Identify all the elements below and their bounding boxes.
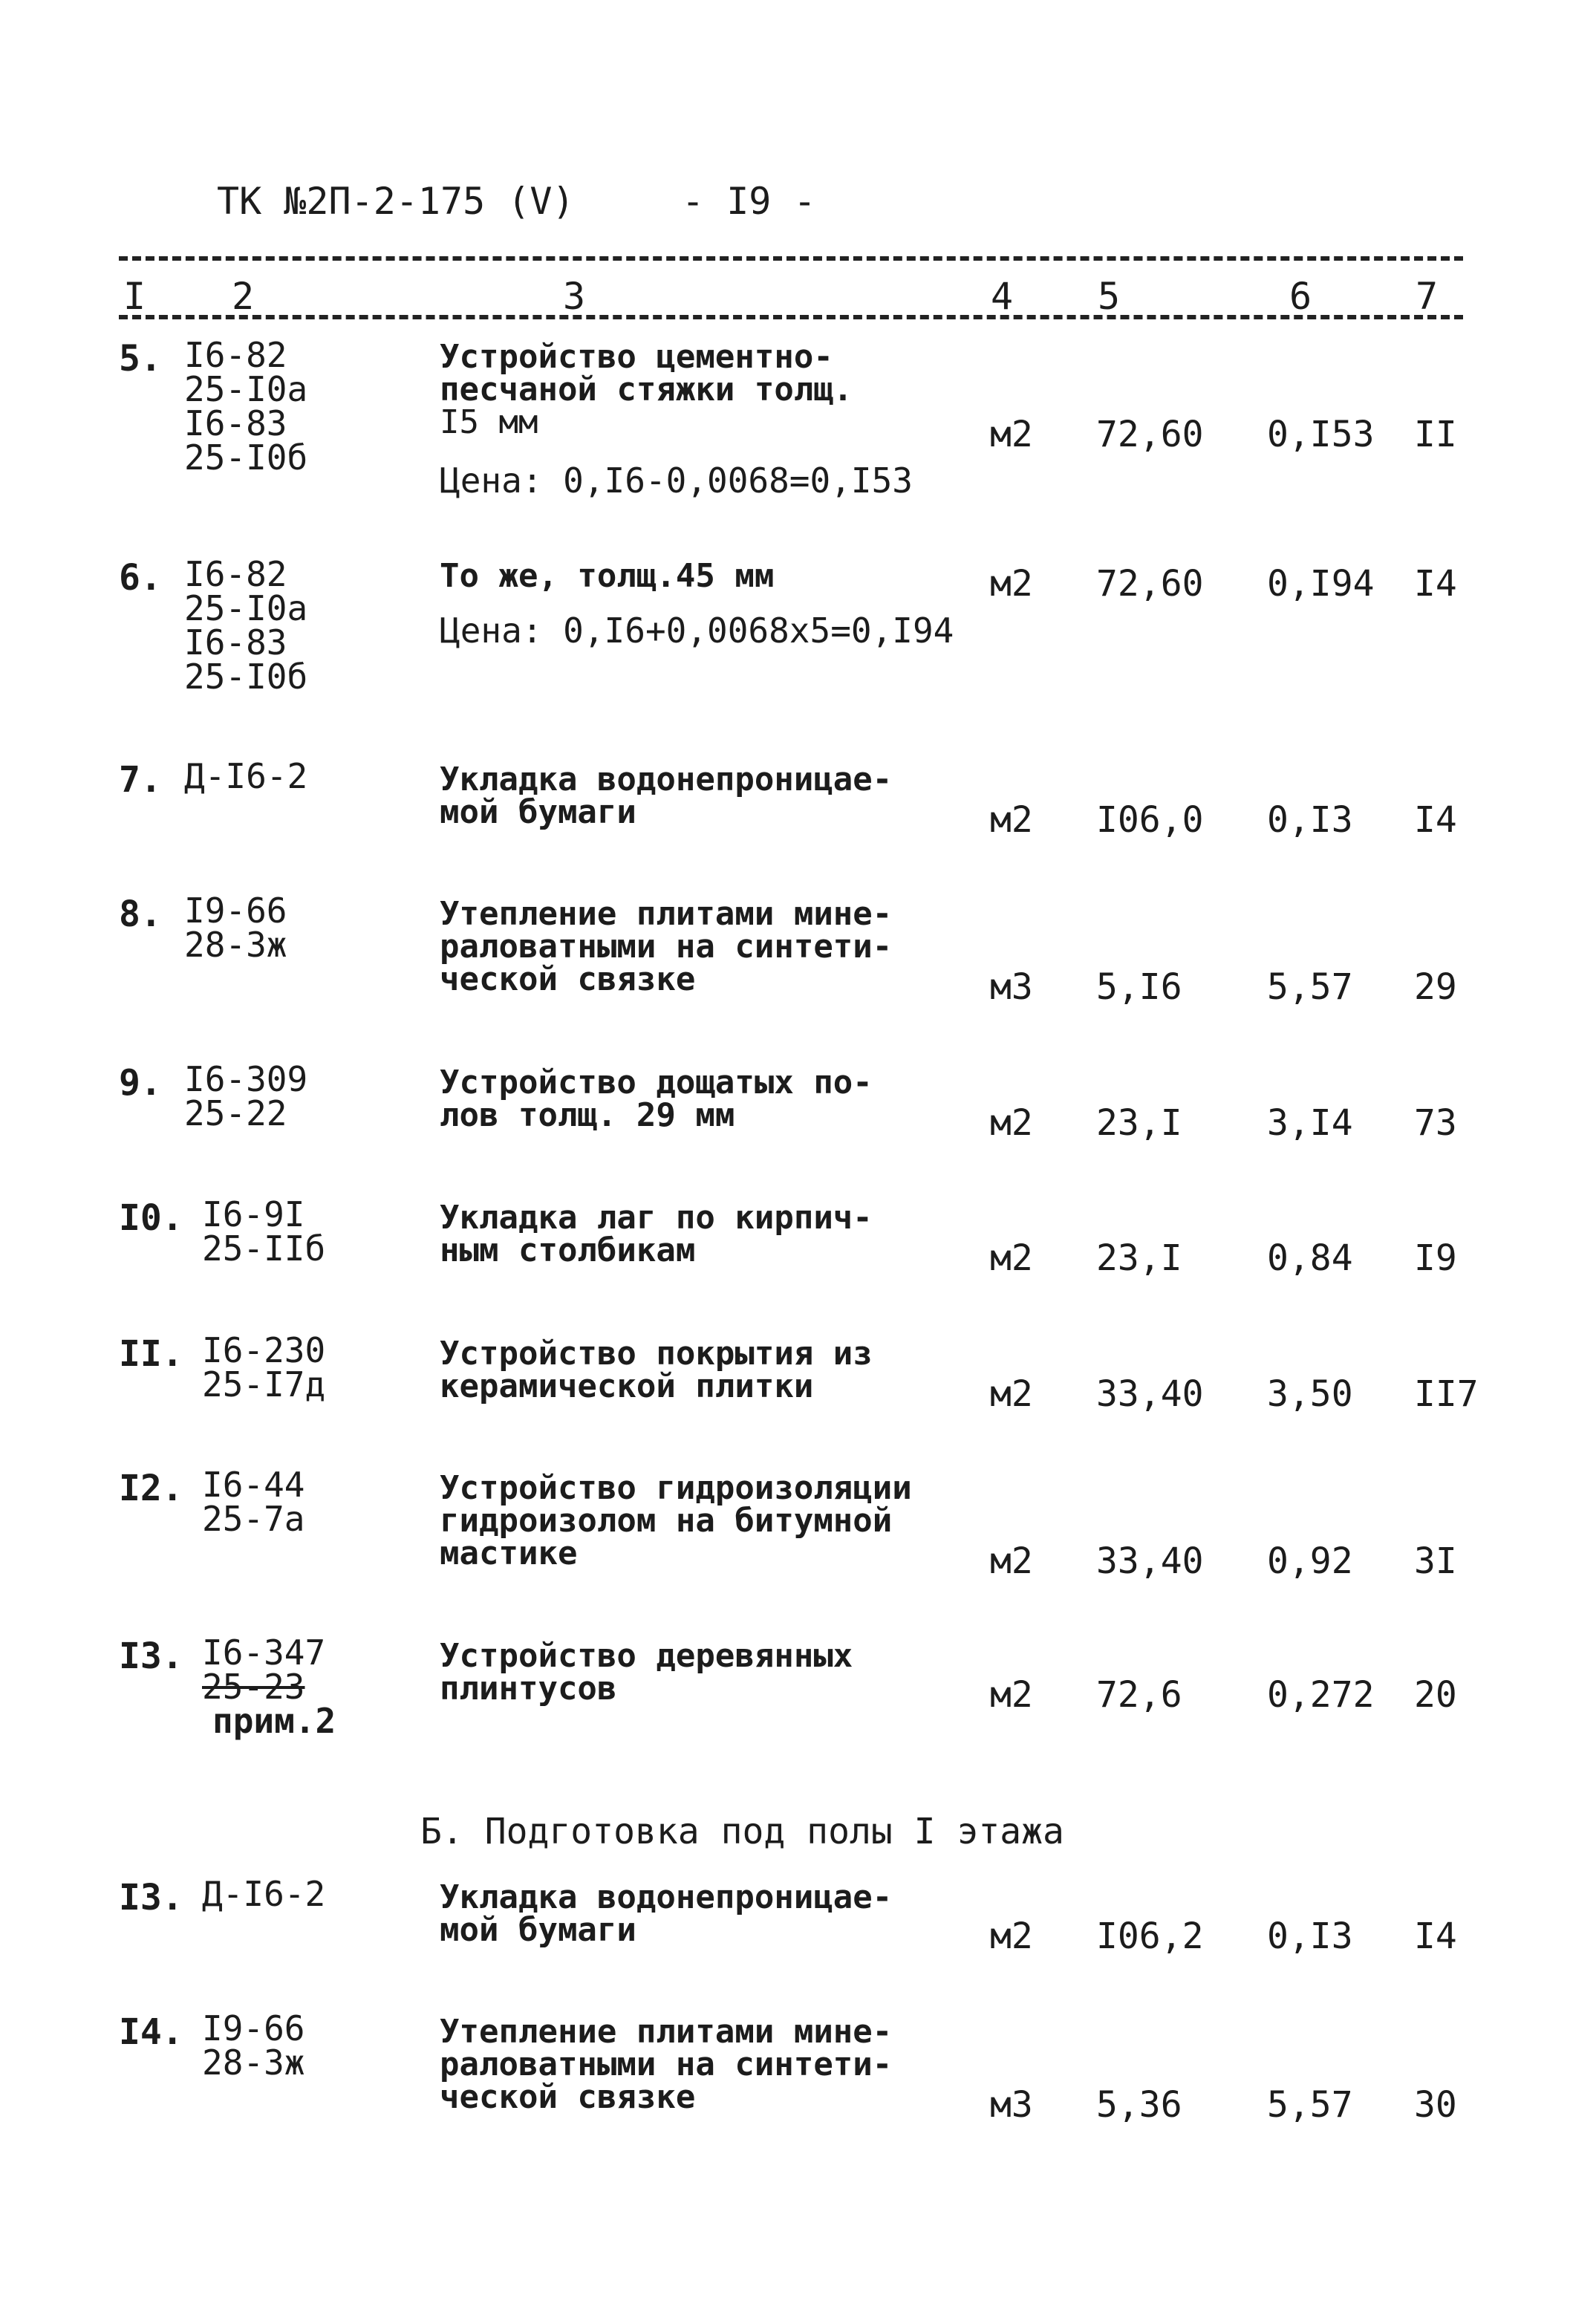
- row-code: I6-230: [202, 1330, 326, 1370]
- column-header-4: 4: [991, 275, 1014, 318]
- row-description: [440, 1335, 873, 1405]
- column-header-7: 7: [1416, 275, 1439, 318]
- row-description: [440, 338, 853, 441]
- row-quantity: 72,6: [1096, 1674, 1182, 1716]
- row-rate: 0,I3: [1267, 799, 1353, 841]
- row-code: I6-83: [184, 622, 287, 663]
- row-description-line: ческой связке: [440, 960, 696, 998]
- row-description-line: Устройство дощатых по-: [440, 1064, 873, 1101]
- row-rate: 5,57: [1267, 966, 1353, 1008]
- row-rate: 5,57: [1267, 2084, 1353, 2126]
- column-header-5: 5: [1098, 275, 1121, 318]
- row-codes: [184, 756, 308, 796]
- row-quantity: 5,I6: [1096, 966, 1182, 1008]
- row-description: [440, 2013, 893, 2116]
- document-id: ТК №2П-2-175 (V): [217, 180, 575, 223]
- row-codes: [184, 891, 287, 965]
- row-price-formula: Цена: 0,I6-0,0068=0,I53: [440, 460, 913, 501]
- row-description-line: Утепление плитами мине-: [440, 895, 893, 933]
- row-description-line: раловатными на синтети-: [440, 2045, 893, 2083]
- row-codes: [202, 1633, 336, 1741]
- row-total: 3I: [1414, 1540, 1457, 1582]
- row-description-line: I5 мм: [440, 403, 538, 441]
- row-description-line: Утепление плитами мине-: [440, 2013, 893, 2051]
- row-code: I6-44: [202, 1465, 305, 1505]
- row-rate: 0,I94: [1267, 563, 1375, 605]
- row-description-line: Укладка водонепроницае-: [440, 1878, 893, 1916]
- row-code: 25-I0а: [184, 588, 308, 628]
- row-rate: 0,92: [1267, 1540, 1353, 1582]
- row-number: I2.: [119, 1468, 183, 1509]
- row-codes: [202, 1194, 326, 1269]
- row-description-line: раловатными на синтети-: [440, 928, 893, 966]
- row-number: 7.: [119, 759, 162, 801]
- row-code: прим.2: [212, 1701, 336, 1741]
- row-description: [440, 1637, 853, 1708]
- row-code: 25-I0б: [184, 437, 308, 478]
- row-description-line: Устройство покрытия из: [440, 1335, 873, 1373]
- row-unit: м2: [990, 1540, 1033, 1582]
- row-total: 20: [1414, 1674, 1457, 1716]
- row-description: [440, 1878, 893, 1949]
- row-unit: м2: [990, 1915, 1033, 1957]
- row-description-line: гидроизолом на битумной: [440, 1502, 893, 1540]
- row-number: I3.: [119, 1635, 183, 1677]
- row-unit: м2: [990, 414, 1033, 455]
- row-rate: 0,I53: [1267, 414, 1375, 455]
- row-description: [440, 1199, 873, 1269]
- row-code: 25-22: [184, 1093, 287, 1133]
- row-code: I6-347: [202, 1633, 326, 1673]
- row-unit: м2: [990, 1674, 1033, 1716]
- row-total: 29: [1414, 966, 1457, 1008]
- row-price-formula: Цена: 0,I6+0,0068х5=0,I94: [440, 611, 954, 651]
- row-code: I6-83: [184, 403, 287, 443]
- row-quantity: 72,60: [1096, 563, 1204, 605]
- row-unit: м2: [990, 1102, 1033, 1144]
- row-total: I4: [1414, 563, 1457, 605]
- row-code: 25-I7д: [202, 1364, 326, 1405]
- row-quantity: 33,40: [1096, 1373, 1204, 1415]
- row-total: I9: [1414, 1237, 1457, 1279]
- row-description-line: ческой связке: [440, 2078, 696, 2116]
- row-number: I3.: [119, 1877, 183, 1918]
- row-codes: [184, 554, 308, 697]
- row-description-line: Укладка водонепроницае-: [440, 761, 893, 798]
- row-total: II7: [1414, 1373, 1479, 1415]
- row-description-line: керамической плитки: [440, 1367, 814, 1405]
- row-description-line: Укладка лаг по кирпич-: [440, 1199, 873, 1237]
- row-code: I6-82: [184, 554, 287, 594]
- row-code: 28-3ж: [184, 925, 287, 965]
- row-unit: м3: [990, 2084, 1033, 2126]
- row-quantity: I06,0: [1096, 799, 1204, 841]
- row-total: I4: [1414, 799, 1457, 841]
- row-description-line: ным столбикам: [440, 1231, 696, 1269]
- row-number: 6.: [119, 557, 162, 599]
- row-number: I0.: [119, 1197, 183, 1239]
- row-description: [440, 557, 775, 595]
- row-rate: 0,272: [1267, 1674, 1375, 1716]
- row-code: I9-66: [184, 891, 287, 931]
- row-total: 30: [1414, 2084, 1457, 2126]
- row-description-line: песчаной стяжки толщ.: [440, 371, 853, 409]
- row-code: 28-3ж: [202, 2043, 305, 2083]
- section-heading: Б. Подготовка под полы I этажа: [420, 1811, 1064, 1852]
- row-number: 9.: [119, 1062, 162, 1104]
- row-rate: 3,50: [1267, 1373, 1353, 1415]
- row-code: I9-66: [202, 2008, 305, 2048]
- row-description: [440, 895, 893, 998]
- row-codes: [202, 1465, 305, 1539]
- column-header-1: I: [123, 275, 146, 318]
- header-rule-top: [119, 256, 1463, 261]
- row-description-line: мой бумаги: [440, 1911, 636, 1949]
- row-quantity: 72,60: [1096, 414, 1204, 455]
- row-codes: [202, 2008, 305, 2083]
- row-quantity: 5,36: [1096, 2084, 1182, 2126]
- column-header-2: 2: [232, 275, 255, 318]
- row-code: I6-9I: [202, 1194, 305, 1234]
- row-description-line: Устройство деревянных: [440, 1637, 853, 1675]
- row-code: 25-I0б: [184, 657, 308, 697]
- row-rate: 0,I3: [1267, 1915, 1353, 1957]
- row-description-line: плинтусов: [440, 1670, 617, 1708]
- row-quantity: 33,40: [1096, 1540, 1204, 1582]
- row-code: 25-I0а: [184, 369, 308, 409]
- row-description-line: То же, толщ.45 мм: [440, 557, 775, 595]
- row-description-line: лов толщ. 29 мм: [440, 1096, 735, 1134]
- row-quantity: I06,2: [1096, 1915, 1204, 1957]
- row-number: 8.: [119, 894, 162, 935]
- row-description: [440, 1469, 912, 1572]
- row-description-line: Устройство гидроизоляции: [440, 1469, 912, 1507]
- row-quantity: 23,I: [1096, 1237, 1182, 1279]
- row-total: 73: [1414, 1102, 1457, 1144]
- row-code: 25-23: [202, 1667, 305, 1707]
- row-code: Д-I6-2: [202, 1874, 326, 1914]
- header-rule-bottom: [119, 315, 1463, 319]
- row-description-line: мастике: [440, 1534, 578, 1572]
- row-code: I6-309: [184, 1059, 308, 1099]
- row-code: 25-IIб: [202, 1228, 326, 1269]
- row-codes: [202, 1330, 326, 1405]
- row-rate: 0,84: [1267, 1237, 1353, 1279]
- row-codes: [184, 335, 308, 478]
- row-unit: м2: [990, 799, 1033, 841]
- row-codes: [202, 1874, 326, 1914]
- row-total: II: [1414, 414, 1457, 455]
- row-number: II.: [119, 1333, 183, 1375]
- column-header-3: 3: [563, 275, 586, 318]
- column-header-6: 6: [1289, 275, 1312, 318]
- row-rate: 3,I4: [1267, 1102, 1353, 1144]
- row-unit: м2: [990, 1373, 1033, 1415]
- row-description-line: Устройство цементно-: [440, 338, 833, 376]
- row-unit: м2: [990, 563, 1033, 605]
- row-description: [440, 761, 893, 831]
- row-unit: м3: [990, 966, 1033, 1008]
- row-number: I4.: [119, 2011, 183, 2053]
- page-number: - I9 -: [682, 180, 816, 223]
- row-total: I4: [1414, 1915, 1457, 1957]
- row-number: 5.: [119, 338, 162, 380]
- row-code: I6-82: [184, 335, 287, 375]
- row-code: 25-7а: [202, 1499, 305, 1539]
- row-quantity: 23,I: [1096, 1102, 1182, 1144]
- row-description-line: мой бумаги: [440, 793, 636, 831]
- row-unit: м2: [990, 1237, 1033, 1279]
- row-description: [440, 1064, 873, 1134]
- row-codes: [184, 1059, 308, 1133]
- row-code: Д-I6-2: [184, 756, 308, 796]
